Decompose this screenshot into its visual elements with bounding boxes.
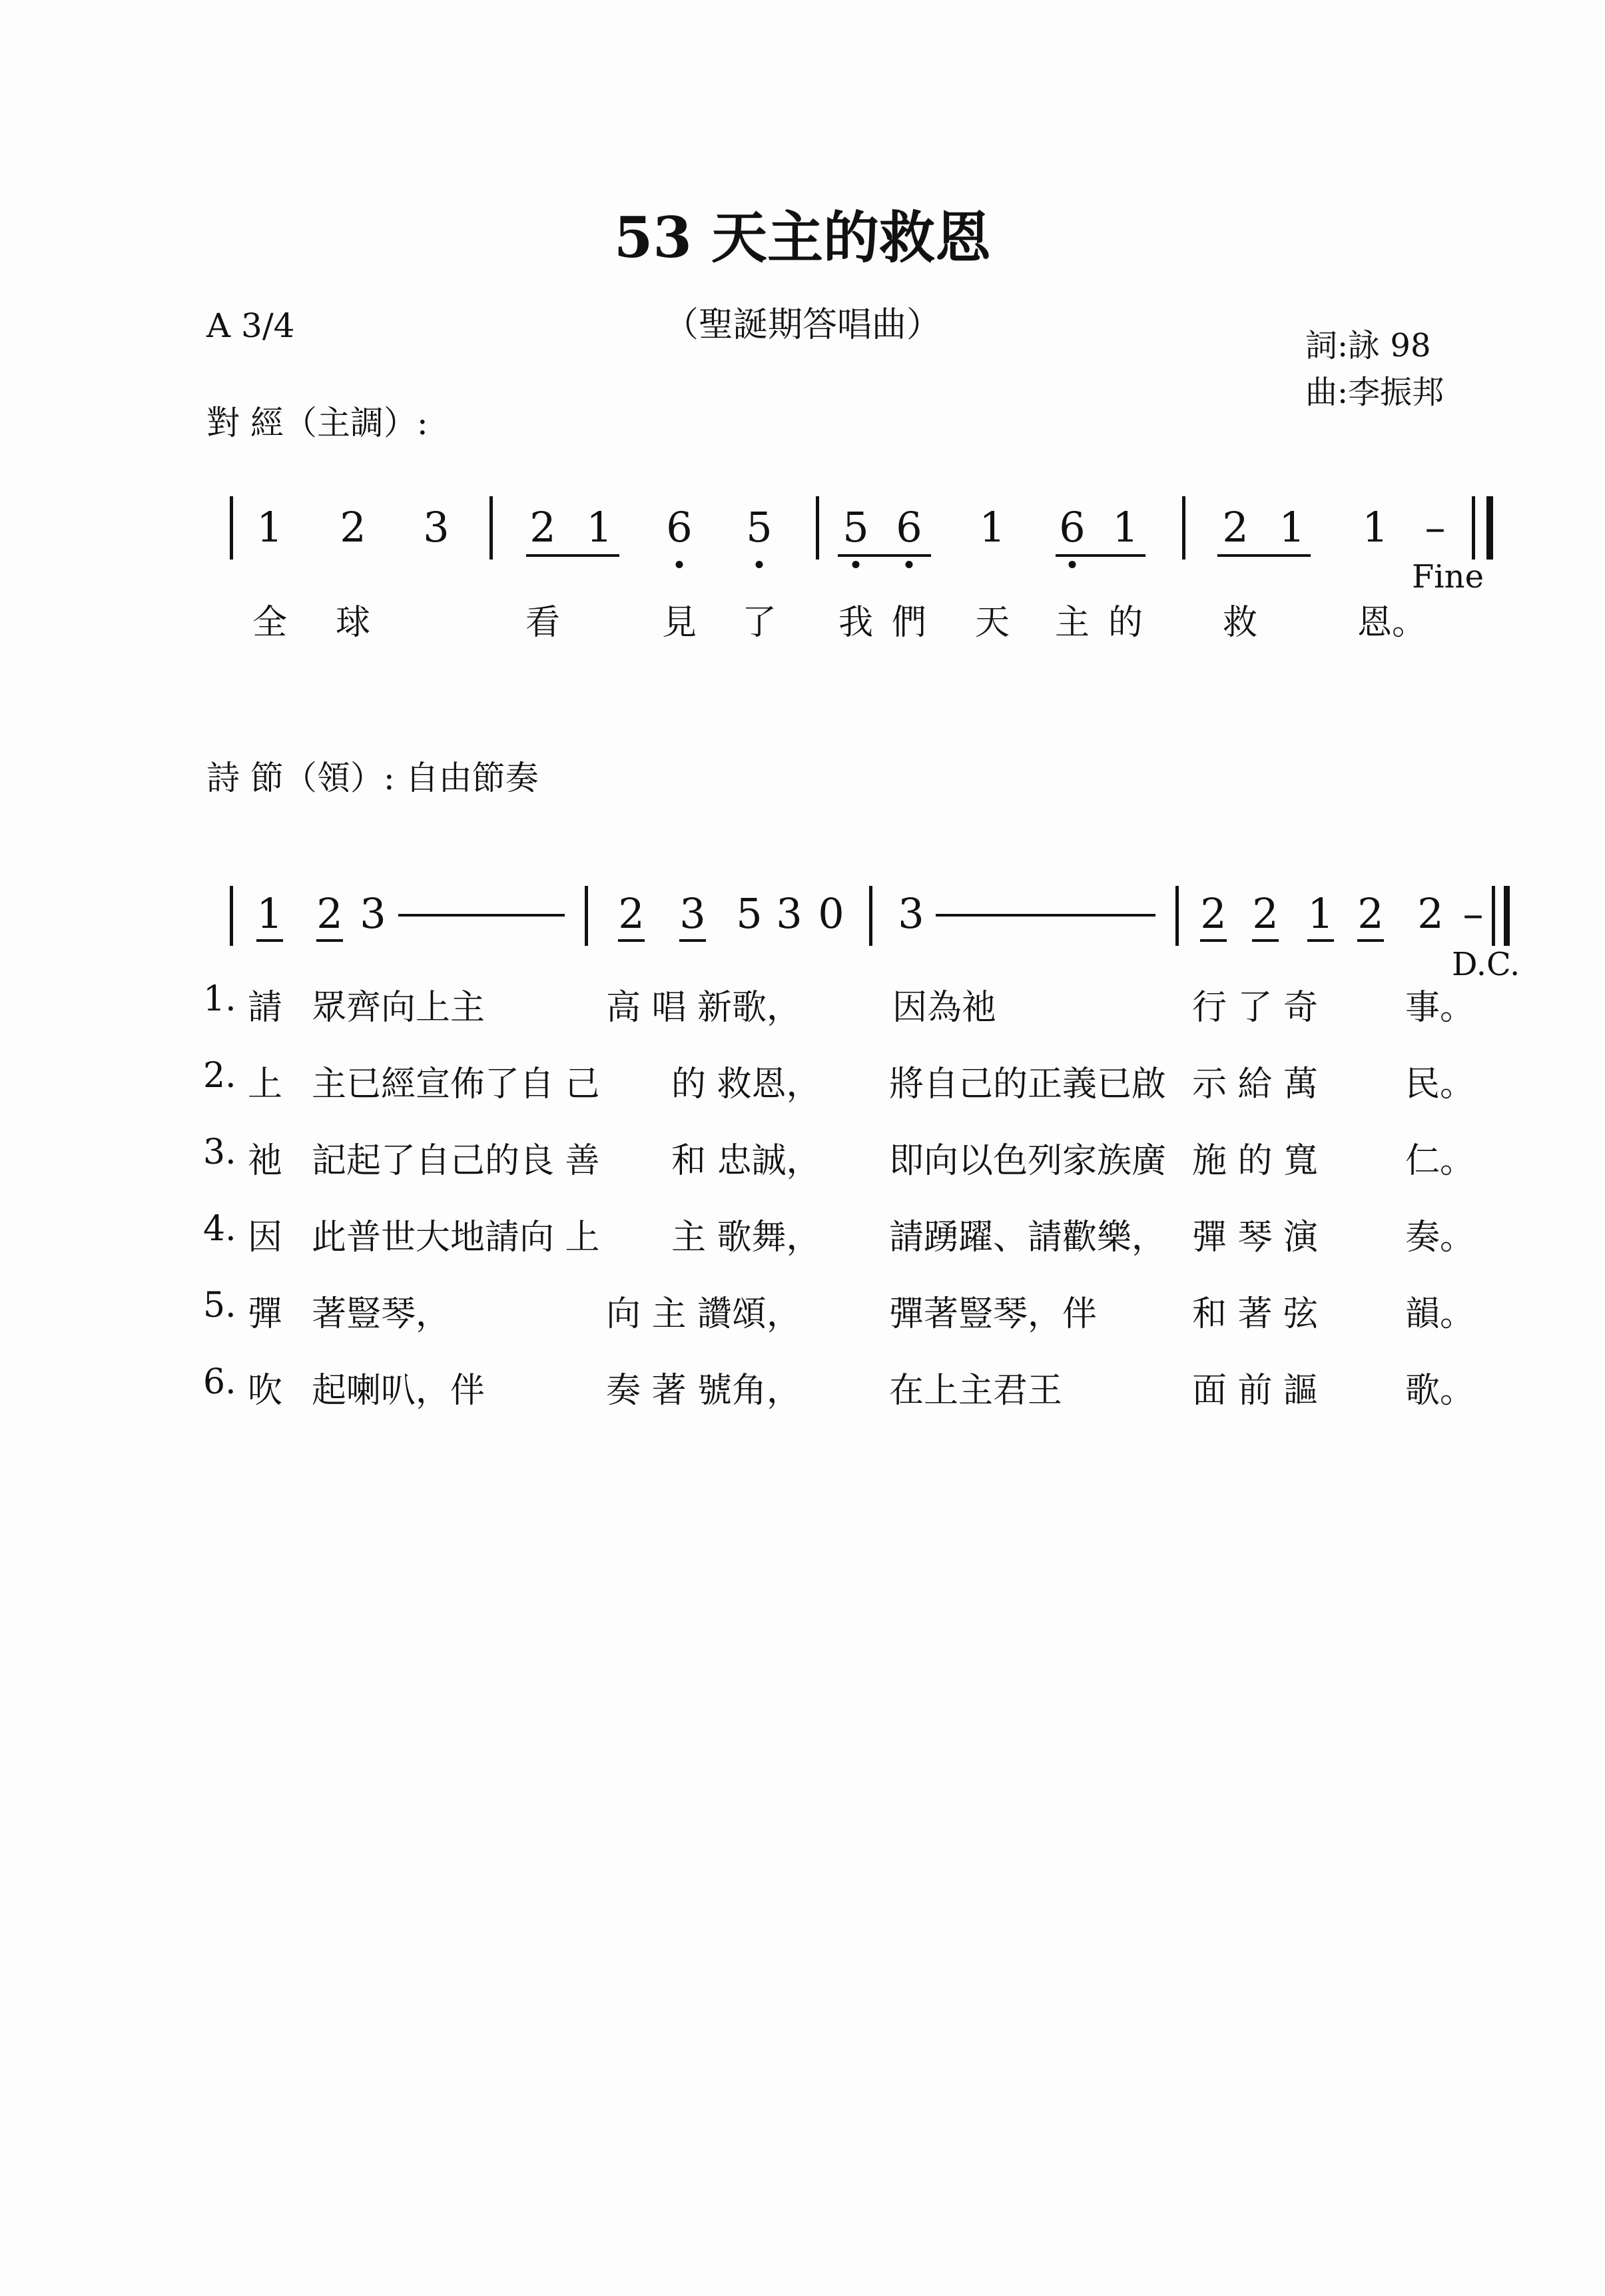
verse-number: 2. [203, 1056, 236, 1096]
barline [230, 886, 233, 946]
lyric-syllable: 看 [525, 603, 561, 643]
lyric-syllable: 主 [1054, 603, 1090, 643]
verse-text: 奏。 [1405, 1218, 1475, 1258]
note: 1 [1279, 503, 1305, 552]
verse-text: 著豎琴， [312, 1294, 451, 1334]
note: 2 [529, 503, 556, 552]
note: 1 [586, 503, 613, 552]
verse-text: 在上主君王 [889, 1371, 1063, 1411]
verse-text: 主 歌舞， [671, 1218, 821, 1258]
eighth-beam [1056, 554, 1145, 557]
eighth-beam [838, 554, 931, 557]
verse-number: 3. [203, 1132, 236, 1172]
verse-text: 請 [248, 988, 283, 1028]
note: 5 [736, 889, 763, 938]
verse-text: 仁。 [1405, 1141, 1475, 1181]
verse-text: 此普世大地請向 上 [312, 1218, 600, 1258]
note: – [1462, 889, 1484, 938]
final-barline-thick [1486, 496, 1493, 560]
note: 2 [1417, 889, 1444, 938]
underline [1200, 939, 1227, 942]
lyric-syllable: 了 [741, 603, 777, 643]
underline [256, 939, 283, 942]
lyric-syllable: 見 [661, 603, 697, 643]
low-octave-dot [906, 561, 913, 568]
hymn-title: 53 天主的救恩 [613, 204, 992, 270]
verse-text: 高 唱 新歌， [606, 988, 802, 1028]
lyricist-credit: 詞:詠 98 [1305, 327, 1431, 364]
verse-text: 主已經宣佈了自 己 [312, 1064, 600, 1104]
lyric-syllable: 全 [252, 603, 288, 643]
verse-text: 上 [248, 1064, 283, 1104]
verse-text: 起喇叭，伴 [312, 1371, 485, 1411]
verse-text: 行 了 奇 [1192, 988, 1319, 1028]
barline [489, 496, 493, 560]
note: 2 [1222, 503, 1249, 552]
reciting-tone-line [398, 914, 565, 917]
low-octave-dot [1069, 561, 1076, 568]
verse-text: 彈著豎琴，伴 [889, 1294, 1098, 1334]
verse-text: 示 給 萬 [1192, 1064, 1319, 1104]
verse-text: 奏 著 號角， [606, 1371, 802, 1411]
lyric-syllable: 救 [1222, 603, 1258, 643]
verse-text: 彈 琴 演 [1192, 1218, 1319, 1258]
barline [816, 496, 819, 560]
lyric-syllable: 的 [1108, 603, 1143, 643]
note: 2 [618, 889, 645, 938]
underline [679, 939, 706, 942]
final-barline [1492, 886, 1495, 946]
note: 3 [679, 889, 706, 938]
note: 2 [316, 889, 343, 938]
lyric-syllable: 們 [891, 603, 927, 643]
low-octave-dot [852, 561, 860, 568]
verse-text: 請踴躍、請歡樂， [889, 1218, 1167, 1258]
note: 6 [896, 503, 922, 552]
lyric-syllable: 恩。 [1357, 603, 1427, 643]
note: 2 [340, 503, 366, 552]
verse-text: 和 忠誠， [671, 1141, 821, 1181]
barline [1175, 886, 1179, 946]
note: 1 [979, 503, 1006, 552]
note: 6 [666, 503, 693, 552]
underline [618, 939, 645, 942]
barline [869, 886, 872, 946]
eighth-beam [526, 554, 619, 557]
note: 1 [256, 889, 283, 938]
verse-text: 和 著 弦 [1192, 1294, 1319, 1334]
composer-credit: 曲:李振邦 [1305, 374, 1444, 411]
verse-text: 彈 [248, 1294, 283, 1334]
key-signature: A 3/4 [206, 306, 295, 345]
note: 1 [1112, 503, 1139, 552]
note: 5 [842, 503, 869, 552]
note: 2 [1200, 889, 1227, 938]
verse-number: 6. [203, 1362, 236, 1402]
verse-text: 事。 [1405, 988, 1475, 1028]
note: 3 [898, 889, 924, 938]
note: 3 [776, 889, 802, 938]
lyric-syllable: 球 [335, 603, 371, 643]
final-barline [1472, 496, 1475, 560]
verse-text: 民。 [1405, 1064, 1475, 1104]
note: 2 [1252, 889, 1279, 938]
verse-text: 的 救恩， [671, 1064, 821, 1104]
verse-text: 向 主 讚頌， [606, 1294, 802, 1334]
verse-text: 歌。 [1405, 1371, 1475, 1411]
eighth-beam [1217, 554, 1311, 557]
barline [585, 886, 588, 946]
verse-text: 因 [248, 1218, 283, 1258]
note: 6 [1059, 503, 1086, 552]
fine-mark: Fine [1412, 558, 1484, 595]
note: 5 [746, 503, 773, 552]
underline [1357, 939, 1384, 942]
verse-text: 記起了自己的良 善 [312, 1141, 600, 1181]
verse-number: 1. [203, 979, 236, 1019]
barline [230, 496, 233, 560]
verse-number: 4. [203, 1209, 236, 1249]
lyric-syllable: 我 [838, 603, 874, 643]
barline [1182, 496, 1185, 560]
dc-mark: D.C. [1452, 946, 1520, 983]
reciting-tone-line [936, 914, 1155, 917]
hymn-subtitle: （聖誕期答唱曲） [663, 305, 941, 345]
underline [316, 939, 343, 942]
note: 1 [1307, 889, 1334, 938]
verse-text: 吹 [248, 1371, 283, 1411]
underline [1307, 939, 1334, 942]
verse-text: 面 前 謳 [1192, 1371, 1319, 1411]
verse-text: 即向以色列家族廣 [889, 1141, 1167, 1181]
note: 0 [818, 889, 844, 938]
note: 2 [1357, 889, 1384, 938]
verse-label: 詩 節（領）: 自由節奏 [206, 759, 539, 797]
verse-text: 眾齊向上主 [312, 988, 485, 1028]
note: – [1425, 503, 1446, 552]
verse-text: 祂 [248, 1141, 283, 1181]
low-octave-dot [676, 561, 683, 568]
verse-number: 5. [203, 1286, 236, 1326]
verse-text: 施 的 寬 [1192, 1141, 1319, 1181]
lyric-syllable: 天 [974, 603, 1010, 643]
verse-text: 韻。 [1405, 1294, 1475, 1334]
underline [1252, 939, 1279, 942]
final-barline-thick [1504, 886, 1510, 946]
refrain-label: 對 經（主調）: [206, 404, 428, 442]
note: 1 [1362, 503, 1389, 552]
low-octave-dot [756, 561, 763, 568]
note: 3 [360, 889, 386, 938]
verse-text: 將自己的正義已啟 [889, 1064, 1167, 1104]
note: 1 [256, 503, 283, 552]
note: 3 [423, 503, 450, 552]
verse-text: 因為祂 [892, 988, 997, 1028]
